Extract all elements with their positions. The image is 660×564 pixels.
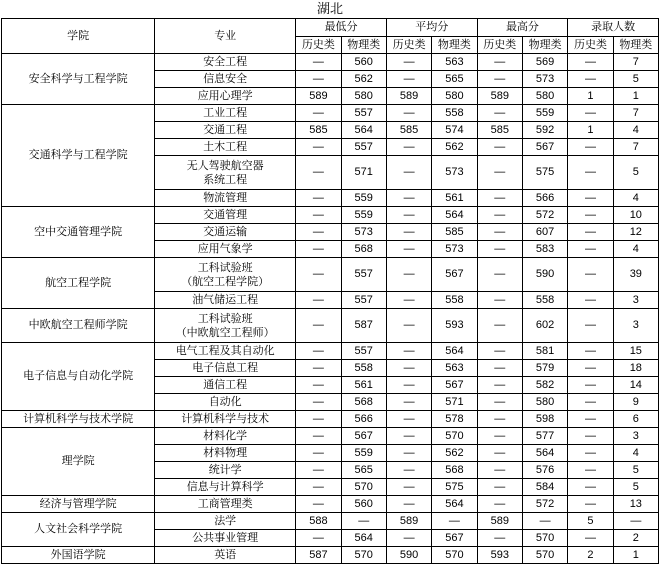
score-cell: 581 bbox=[522, 343, 567, 360]
score-cell: — bbox=[568, 71, 613, 88]
score-cell: — bbox=[477, 156, 522, 190]
score-cell: 570 bbox=[341, 547, 386, 564]
score-cell: — bbox=[296, 445, 341, 462]
score-cell: — bbox=[386, 241, 431, 258]
score-cell: — bbox=[386, 139, 431, 156]
score-cell: 568 bbox=[341, 241, 386, 258]
header-max-history: 历史类 bbox=[477, 37, 522, 54]
table-row bbox=[2, 496, 659, 513]
major-cell: 材料物理 bbox=[155, 445, 296, 462]
score-cell: — bbox=[568, 309, 613, 343]
table-row bbox=[2, 105, 659, 122]
score-cell: 574 bbox=[432, 122, 477, 139]
score-cell: — bbox=[568, 462, 613, 479]
major-label-line: 无人驾驶航空器 bbox=[186, 159, 264, 172]
header-count-physics: 物理类 bbox=[613, 37, 658, 54]
score-cell: 578 bbox=[432, 411, 477, 428]
score-cell: — bbox=[568, 428, 613, 445]
score-cell: 559 bbox=[341, 207, 386, 224]
score-cell: — bbox=[568, 241, 613, 258]
score-cell: — bbox=[477, 343, 522, 360]
score-cell: 566 bbox=[522, 190, 567, 207]
header-avg-history: 历史类 bbox=[386, 37, 431, 54]
score-cell: — bbox=[386, 343, 431, 360]
major-cell: 信息安全 bbox=[155, 71, 296, 88]
score-cell: 4 bbox=[613, 241, 658, 258]
score-cell: — bbox=[296, 411, 341, 428]
score-cell: 564 bbox=[432, 207, 477, 224]
score-cell: — bbox=[386, 71, 431, 88]
major-cell: 统计学 bbox=[155, 462, 296, 479]
score-cell: 576 bbox=[522, 462, 567, 479]
score-cell: 587 bbox=[341, 309, 386, 343]
score-cell: 573 bbox=[341, 224, 386, 241]
score-cell: 575 bbox=[432, 479, 477, 496]
score-cell: 564 bbox=[522, 445, 567, 462]
score-cell: — bbox=[477, 224, 522, 241]
score-cell: 564 bbox=[341, 122, 386, 139]
score-cell: 4 bbox=[613, 445, 658, 462]
score-cell: 588 bbox=[296, 513, 341, 530]
score-cell: 585 bbox=[296, 122, 341, 139]
score-cell: 3 bbox=[613, 292, 658, 309]
score-cell: 590 bbox=[522, 258, 567, 292]
major-cell bbox=[155, 156, 296, 190]
score-cell: 562 bbox=[432, 139, 477, 156]
score-cell: — bbox=[568, 445, 613, 462]
score-cell: 12 bbox=[613, 224, 658, 241]
score-cell: — bbox=[477, 445, 522, 462]
score-cell: 2 bbox=[568, 547, 613, 564]
header-count-history: 历史类 bbox=[568, 37, 613, 54]
score-cell: 592 bbox=[522, 122, 567, 139]
score-cell: 585 bbox=[477, 122, 522, 139]
score-cell: 558 bbox=[432, 105, 477, 122]
score-cell: — bbox=[477, 139, 522, 156]
score-cell: 557 bbox=[341, 258, 386, 292]
score-cell: — bbox=[296, 530, 341, 547]
score-cell: — bbox=[386, 479, 431, 496]
score-cell: — bbox=[296, 241, 341, 258]
score-cell: 593 bbox=[432, 309, 477, 343]
score-cell: — bbox=[296, 292, 341, 309]
major-cell: 英语 bbox=[155, 547, 296, 564]
score-cell: 39 bbox=[613, 258, 658, 292]
score-cell: 558 bbox=[341, 360, 386, 377]
score-cell: 4 bbox=[613, 122, 658, 139]
score-cell: 562 bbox=[432, 445, 477, 462]
score-cell: — bbox=[296, 394, 341, 411]
score-cell: 15 bbox=[613, 343, 658, 360]
major-cell: 通信工程 bbox=[155, 377, 296, 394]
score-cell: — bbox=[477, 479, 522, 496]
major-cell: 自动化 bbox=[155, 394, 296, 411]
score-cell: 5 bbox=[613, 156, 658, 190]
score-cell: — bbox=[477, 258, 522, 292]
score-cell: 580 bbox=[522, 88, 567, 105]
college-cell: 理学院 bbox=[2, 428, 155, 496]
score-cell: — bbox=[568, 139, 613, 156]
score-cell: — bbox=[386, 292, 431, 309]
score-cell: — bbox=[522, 513, 567, 530]
table-row bbox=[2, 258, 659, 292]
score-cell: — bbox=[568, 479, 613, 496]
score-cell: — bbox=[477, 530, 522, 547]
major-cell: 材料化学 bbox=[155, 428, 296, 445]
major-label-line: 系统工程 bbox=[203, 173, 248, 186]
score-cell: — bbox=[568, 54, 613, 71]
score-cell: 6 bbox=[613, 411, 658, 428]
score-cell: 572 bbox=[522, 207, 567, 224]
table-row bbox=[2, 411, 659, 428]
score-cell: 1 bbox=[613, 547, 658, 564]
table-row bbox=[2, 428, 659, 445]
score-cell: 1 bbox=[568, 88, 613, 105]
score-cell: — bbox=[477, 54, 522, 71]
score-cell: 557 bbox=[341, 139, 386, 156]
college-cell: 人文社会科学学院 bbox=[2, 513, 155, 547]
score-cell: 570 bbox=[522, 530, 567, 547]
score-cell: 579 bbox=[522, 360, 567, 377]
score-cell: — bbox=[386, 530, 431, 547]
score-cell: — bbox=[477, 462, 522, 479]
score-cell: 564 bbox=[432, 343, 477, 360]
college-cell: 外国语学院 bbox=[2, 547, 155, 564]
score-cell: 5 bbox=[568, 513, 613, 530]
score-cell: 571 bbox=[432, 394, 477, 411]
major-label-line: 工科试验班 bbox=[197, 261, 253, 274]
score-cell: — bbox=[613, 513, 658, 530]
college-cell: 航空工程学院 bbox=[2, 258, 155, 309]
score-cell: — bbox=[568, 377, 613, 394]
score-cell: — bbox=[296, 377, 341, 394]
score-cell: 18 bbox=[613, 360, 658, 377]
score-cell: 562 bbox=[341, 71, 386, 88]
header-row-groups bbox=[2, 19, 659, 37]
score-cell: — bbox=[568, 343, 613, 360]
score-cell: — bbox=[386, 309, 431, 343]
major-cell: 电气工程及其自动化 bbox=[155, 343, 296, 360]
score-cell: 570 bbox=[432, 428, 477, 445]
admission-score-table bbox=[1, 18, 659, 564]
score-cell: 567 bbox=[432, 377, 477, 394]
score-cell: — bbox=[568, 258, 613, 292]
score-cell: — bbox=[568, 105, 613, 122]
score-cell: 569 bbox=[522, 54, 567, 71]
score-cell: — bbox=[296, 139, 341, 156]
score-cell: 1 bbox=[613, 88, 658, 105]
major-cell: 公共事业管理 bbox=[155, 530, 296, 547]
score-cell: — bbox=[296, 479, 341, 496]
score-cell: 566 bbox=[341, 411, 386, 428]
score-cell: 565 bbox=[341, 462, 386, 479]
major-cell: 计算机科学与技术 bbox=[155, 411, 296, 428]
college-cell: 安全科学与工程学院 bbox=[2, 54, 155, 105]
major-cell: 交通运输 bbox=[155, 224, 296, 241]
table-row bbox=[2, 309, 659, 343]
score-cell: 570 bbox=[522, 547, 567, 564]
score-cell: — bbox=[296, 258, 341, 292]
score-cell: 568 bbox=[432, 462, 477, 479]
score-cell: — bbox=[477, 496, 522, 513]
score-cell: 584 bbox=[522, 479, 567, 496]
score-cell: 5 bbox=[613, 462, 658, 479]
major-cell: 油气储运工程 bbox=[155, 292, 296, 309]
college-cell: 计算机科学与技术学院 bbox=[2, 411, 155, 428]
major-cell: 应用气象学 bbox=[155, 241, 296, 258]
score-cell: 575 bbox=[522, 156, 567, 190]
score-cell: — bbox=[296, 343, 341, 360]
major-cell: 土木工程 bbox=[155, 139, 296, 156]
score-cell: 607 bbox=[522, 224, 567, 241]
college-cell: 中欧航空工程师学院 bbox=[2, 309, 155, 343]
header-avg-physics: 物理类 bbox=[432, 37, 477, 54]
score-cell: — bbox=[477, 411, 522, 428]
score-cell: — bbox=[568, 207, 613, 224]
score-cell: — bbox=[568, 360, 613, 377]
score-cell: 577 bbox=[522, 428, 567, 445]
score-cell: 580 bbox=[432, 88, 477, 105]
major-cell: 法学 bbox=[155, 513, 296, 530]
score-cell: — bbox=[477, 394, 522, 411]
major-cell: 物流管理 bbox=[155, 190, 296, 207]
header-group-min: 最低分 bbox=[296, 19, 387, 37]
score-cell: — bbox=[386, 445, 431, 462]
college-cell: 电子信息与自动化学院 bbox=[2, 343, 155, 411]
header-group-max: 最高分 bbox=[477, 19, 568, 37]
score-cell: — bbox=[296, 190, 341, 207]
score-cell: — bbox=[477, 360, 522, 377]
score-cell: — bbox=[477, 207, 522, 224]
score-cell: — bbox=[386, 377, 431, 394]
score-cell: 573 bbox=[432, 156, 477, 190]
score-cell: 561 bbox=[341, 377, 386, 394]
score-cell: — bbox=[568, 394, 613, 411]
score-cell: 558 bbox=[432, 292, 477, 309]
score-cell: — bbox=[477, 292, 522, 309]
major-cell: 交通管理 bbox=[155, 207, 296, 224]
score-cell: 560 bbox=[341, 496, 386, 513]
score-cell: — bbox=[296, 71, 341, 88]
score-cell: 570 bbox=[341, 479, 386, 496]
score-cell: 580 bbox=[522, 394, 567, 411]
score-cell: 598 bbox=[522, 411, 567, 428]
score-cell: 589 bbox=[477, 88, 522, 105]
score-cell: — bbox=[477, 377, 522, 394]
major-cell: 安全工程 bbox=[155, 54, 296, 71]
score-cell: — bbox=[568, 190, 613, 207]
score-cell: 567 bbox=[341, 428, 386, 445]
major-cell: 信息与计算科学 bbox=[155, 479, 296, 496]
score-cell: 567 bbox=[432, 530, 477, 547]
score-cell: — bbox=[296, 496, 341, 513]
score-cell: — bbox=[386, 360, 431, 377]
score-cell: 14 bbox=[613, 377, 658, 394]
score-cell: 589 bbox=[386, 513, 431, 530]
score-cell: — bbox=[568, 156, 613, 190]
major-cell bbox=[155, 258, 296, 292]
table-row bbox=[2, 513, 659, 530]
score-cell: 585 bbox=[432, 224, 477, 241]
score-cell: 583 bbox=[522, 241, 567, 258]
score-cell: 589 bbox=[386, 88, 431, 105]
score-cell: 564 bbox=[432, 496, 477, 513]
major-cell: 工商管理类 bbox=[155, 496, 296, 513]
score-cell: — bbox=[386, 207, 431, 224]
score-cell: — bbox=[477, 190, 522, 207]
score-cell: — bbox=[386, 54, 431, 71]
score-cell: — bbox=[432, 513, 477, 530]
table-row bbox=[2, 547, 659, 564]
score-cell: 570 bbox=[432, 547, 477, 564]
score-cell: 10 bbox=[613, 207, 658, 224]
major-cell: 交通工程 bbox=[155, 122, 296, 139]
score-cell: 590 bbox=[386, 547, 431, 564]
score-cell: 1 bbox=[568, 122, 613, 139]
score-cell: 559 bbox=[341, 190, 386, 207]
score-cell: 571 bbox=[341, 156, 386, 190]
score-cell: 585 bbox=[386, 122, 431, 139]
score-cell: 563 bbox=[432, 360, 477, 377]
score-cell: 4 bbox=[613, 190, 658, 207]
score-cell: 568 bbox=[341, 394, 386, 411]
score-cell: — bbox=[296, 207, 341, 224]
score-cell: 563 bbox=[432, 54, 477, 71]
header-major: 专业 bbox=[155, 19, 296, 54]
score-cell: — bbox=[477, 241, 522, 258]
score-cell: 589 bbox=[477, 513, 522, 530]
score-cell: 564 bbox=[341, 530, 386, 547]
score-cell: 557 bbox=[341, 343, 386, 360]
score-cell: 593 bbox=[477, 547, 522, 564]
score-cell: 5 bbox=[613, 479, 658, 496]
score-cell: 3 bbox=[613, 428, 658, 445]
score-cell: 573 bbox=[432, 241, 477, 258]
score-cell: — bbox=[386, 394, 431, 411]
table-header bbox=[2, 19, 659, 54]
table-body bbox=[2, 54, 659, 564]
major-cell: 应用心理学 bbox=[155, 88, 296, 105]
score-cell: 7 bbox=[613, 54, 658, 71]
score-cell: 3 bbox=[613, 309, 658, 343]
score-cell: — bbox=[477, 428, 522, 445]
score-cell: — bbox=[296, 54, 341, 71]
score-cell: 589 bbox=[296, 88, 341, 105]
score-cell: 9 bbox=[613, 394, 658, 411]
score-cell: 573 bbox=[522, 71, 567, 88]
table-row bbox=[2, 343, 659, 360]
score-cell: 558 bbox=[522, 292, 567, 309]
score-cell: 13 bbox=[613, 496, 658, 513]
header-max-physics: 物理类 bbox=[522, 37, 567, 54]
score-cell: 572 bbox=[522, 496, 567, 513]
major-label-line: （航空工程学院） bbox=[181, 275, 270, 288]
score-cell: — bbox=[296, 224, 341, 241]
score-cell: — bbox=[568, 496, 613, 513]
score-cell: — bbox=[296, 156, 341, 190]
score-cell: — bbox=[386, 190, 431, 207]
major-cell bbox=[155, 309, 296, 343]
score-cell: 560 bbox=[341, 54, 386, 71]
header-min-history: 历史类 bbox=[296, 37, 341, 54]
header-min-physics: 物理类 bbox=[341, 37, 386, 54]
score-cell: — bbox=[568, 530, 613, 547]
score-cell: — bbox=[296, 309, 341, 343]
score-cell: — bbox=[386, 105, 431, 122]
score-cell: 565 bbox=[432, 71, 477, 88]
college-cell: 交通科学与工程学院 bbox=[2, 105, 155, 207]
table-row bbox=[2, 207, 659, 224]
score-cell: 582 bbox=[522, 377, 567, 394]
score-cell: — bbox=[477, 309, 522, 343]
score-cell: 561 bbox=[432, 190, 477, 207]
score-cell: 559 bbox=[522, 105, 567, 122]
score-cell: 557 bbox=[341, 292, 386, 309]
score-cell: — bbox=[386, 462, 431, 479]
score-cell: — bbox=[341, 513, 386, 530]
score-cell: — bbox=[568, 411, 613, 428]
score-cell: — bbox=[386, 258, 431, 292]
table-row bbox=[2, 54, 659, 71]
score-cell: 557 bbox=[341, 105, 386, 122]
header-group-avg: 平均分 bbox=[386, 19, 477, 37]
score-cell: — bbox=[296, 105, 341, 122]
score-cell: — bbox=[386, 156, 431, 190]
header-group-count: 录取人数 bbox=[568, 19, 659, 37]
score-cell: — bbox=[386, 496, 431, 513]
score-cell: 567 bbox=[432, 258, 477, 292]
page-title: 湖北 bbox=[316, 1, 343, 16]
major-label-line: （中欧航空工程师） bbox=[175, 326, 275, 339]
score-cell: — bbox=[568, 292, 613, 309]
score-cell: — bbox=[296, 428, 341, 445]
score-cell: — bbox=[386, 428, 431, 445]
score-cell: — bbox=[477, 105, 522, 122]
major-label-line: 工科试验班 bbox=[197, 312, 253, 325]
score-cell: — bbox=[296, 462, 341, 479]
score-cell: 587 bbox=[296, 547, 341, 564]
score-cell: 7 bbox=[613, 139, 658, 156]
college-cell: 经济与管理学院 bbox=[2, 496, 155, 513]
score-cell: — bbox=[386, 224, 431, 241]
score-cell: 7 bbox=[613, 105, 658, 122]
score-cell: — bbox=[477, 71, 522, 88]
score-cell: 567 bbox=[522, 139, 567, 156]
college-cell: 空中交通管理学院 bbox=[2, 207, 155, 258]
score-cell: 2 bbox=[613, 530, 658, 547]
major-cell: 电子信息工程 bbox=[155, 360, 296, 377]
score-cell: — bbox=[386, 411, 431, 428]
score-cell: 559 bbox=[341, 445, 386, 462]
score-cell: 580 bbox=[341, 88, 386, 105]
score-cell: 5 bbox=[613, 71, 658, 88]
score-cell: 602 bbox=[522, 309, 567, 343]
major-cell: 工业工程 bbox=[155, 105, 296, 122]
score-cell: — bbox=[568, 224, 613, 241]
score-cell: — bbox=[296, 360, 341, 377]
header-college: 学院 bbox=[2, 19, 155, 54]
